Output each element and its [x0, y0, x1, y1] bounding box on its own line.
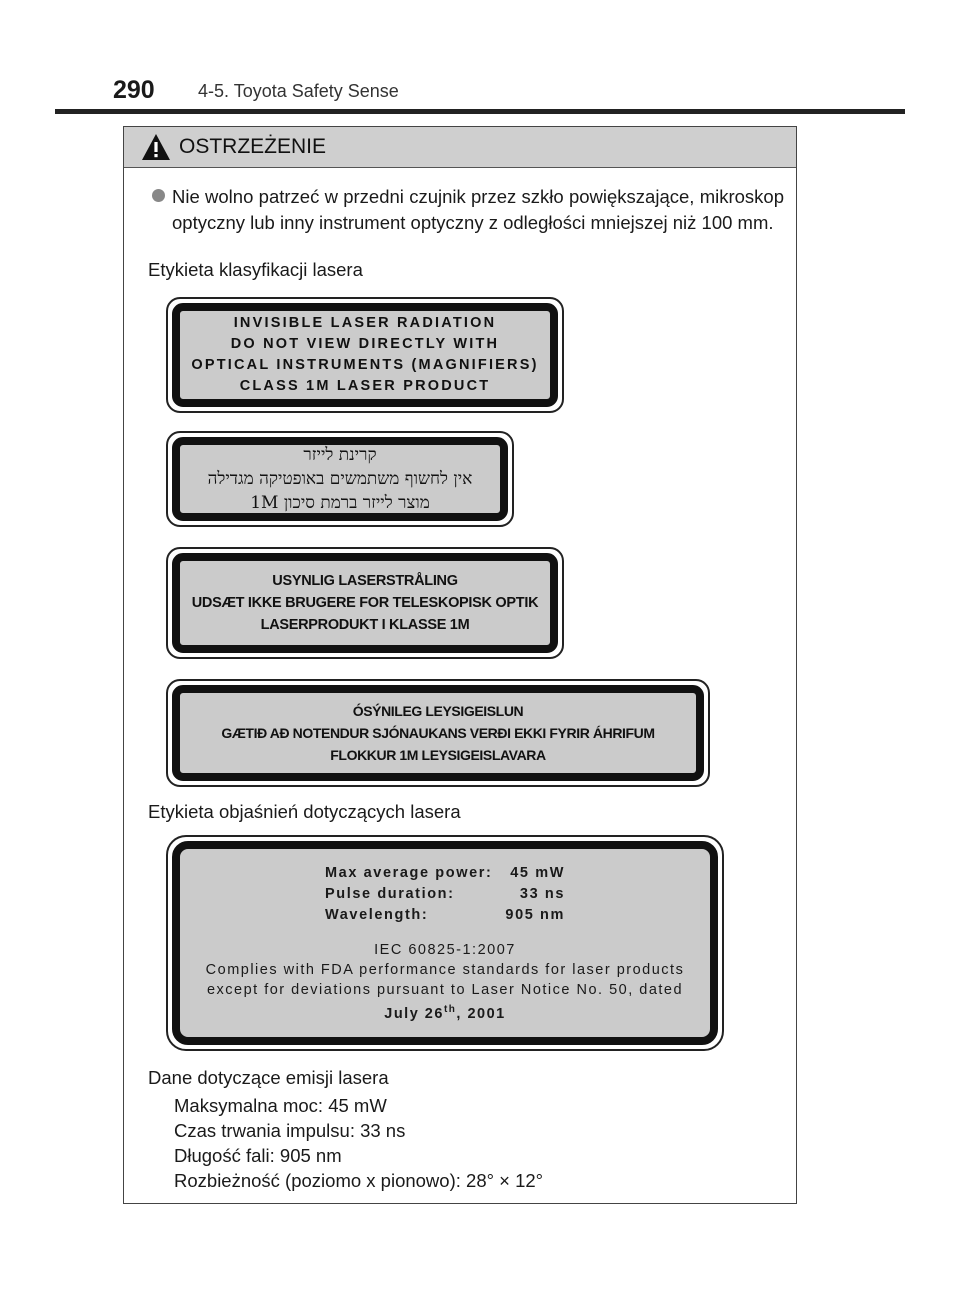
bullet-icon	[152, 189, 165, 202]
label-line: ÓSÝNILEG LEYSIGEISLUN	[352, 703, 524, 719]
compliance-date	[384, 1000, 505, 1024]
label-line: FLOKKUR 1M LEYSIGEISLAVARA	[330, 747, 546, 763]
compliance-text: Complies with FDA performance standards for laser products	[205, 961, 685, 978]
label-line: USYNLIG LASERSTRÅLING	[272, 573, 458, 589]
label-line: INVISIBLE LASER RADIATION	[233, 315, 497, 331]
label-line: UDSÆT IKKE BRUGERE FOR TELESKOPISK OPTIK	[191, 595, 539, 611]
classification-heading: Etykieta klasyfikacji lasera	[148, 259, 363, 280]
spec-key: Max average power:	[325, 864, 493, 881]
date-superscript: th	[443, 1003, 457, 1015]
list-item: Rozbieżność (poziomo x pionowo): 28° × 12°	[174, 1170, 544, 1191]
label-line: אין לחשוף משתמשים באופטיקה מגדילה	[207, 469, 473, 489]
list-item: Maksymalna moc: 45 mW	[174, 1095, 387, 1116]
spec-row-wavelength	[325, 905, 565, 926]
spec-key: Pulse duration:	[325, 885, 455, 902]
warning-bullet	[152, 184, 784, 236]
laser-label-icelandic	[166, 679, 710, 787]
spec-value: 905 nm	[505, 906, 565, 923]
laser-label-english	[166, 297, 564, 413]
spec-value: 45 mW	[510, 864, 565, 881]
label-line: מוצר לייזר ברמת סיכון 1M	[250, 493, 430, 513]
spec-key: Wavelength:	[325, 906, 429, 923]
emission-data-list	[174, 1093, 543, 1193]
list-item: Czas trwania impulsu: 33 ns	[174, 1120, 406, 1141]
label-line: קרינת לייזר	[303, 445, 377, 465]
date-suffix: , 2001	[456, 1005, 506, 1022]
warning-triangle-icon	[141, 133, 171, 161]
laser-label-hebrew	[166, 431, 514, 527]
page-number: 290	[113, 76, 155, 104]
compliance-text: except for deviations pursuant to Laser Notice No. 50, dated	[206, 981, 684, 998]
label-line: DO NOT VIEW DIRECTLY WITH	[230, 336, 500, 352]
spec-row-power	[325, 863, 565, 884]
label-line: LASERPRODUKT I KLASSE 1M	[260, 617, 470, 633]
label-line: GÆTIÐ AÐ NOTENDUR SJÓNAUKANS VERÐI EKKI FYRIR ÁHRIFUM	[221, 725, 655, 741]
warning-header	[124, 127, 796, 168]
spec-value: 33 ns	[519, 885, 565, 902]
emission-heading: Dane dotyczące emisji lasera	[148, 1067, 389, 1088]
warning-box	[123, 126, 797, 1204]
section-title: 4-5. Toyota Safety Sense	[198, 81, 399, 101]
date-prefix: July 26	[384, 1005, 444, 1022]
warning-title: OSTRZEŻENIE	[179, 135, 327, 158]
label-line: CLASS 1M LASER PRODUCT	[239, 378, 491, 394]
explanation-heading: Etykieta objaśnień dotyczących lasera	[148, 801, 461, 822]
label-line: OPTICAL INSTRUMENTS (MAGNIFIERS)	[191, 357, 539, 373]
spec-row-pulse	[325, 884, 565, 905]
laser-spec-label	[166, 835, 724, 1051]
header-rule	[55, 109, 905, 114]
warning-bullet-text: Nie wolno patrzeć w przedni czujnik przez szkło powiększające, mikroskop optyczny lub inny instrument optyczny z odległości mniejszej niż 100 mm.	[172, 186, 784, 233]
laser-label-danish	[166, 547, 564, 659]
list-item: Długość fali: 905 nm	[174, 1145, 342, 1166]
standard-text: IEC 60825-1:2007	[374, 941, 516, 958]
